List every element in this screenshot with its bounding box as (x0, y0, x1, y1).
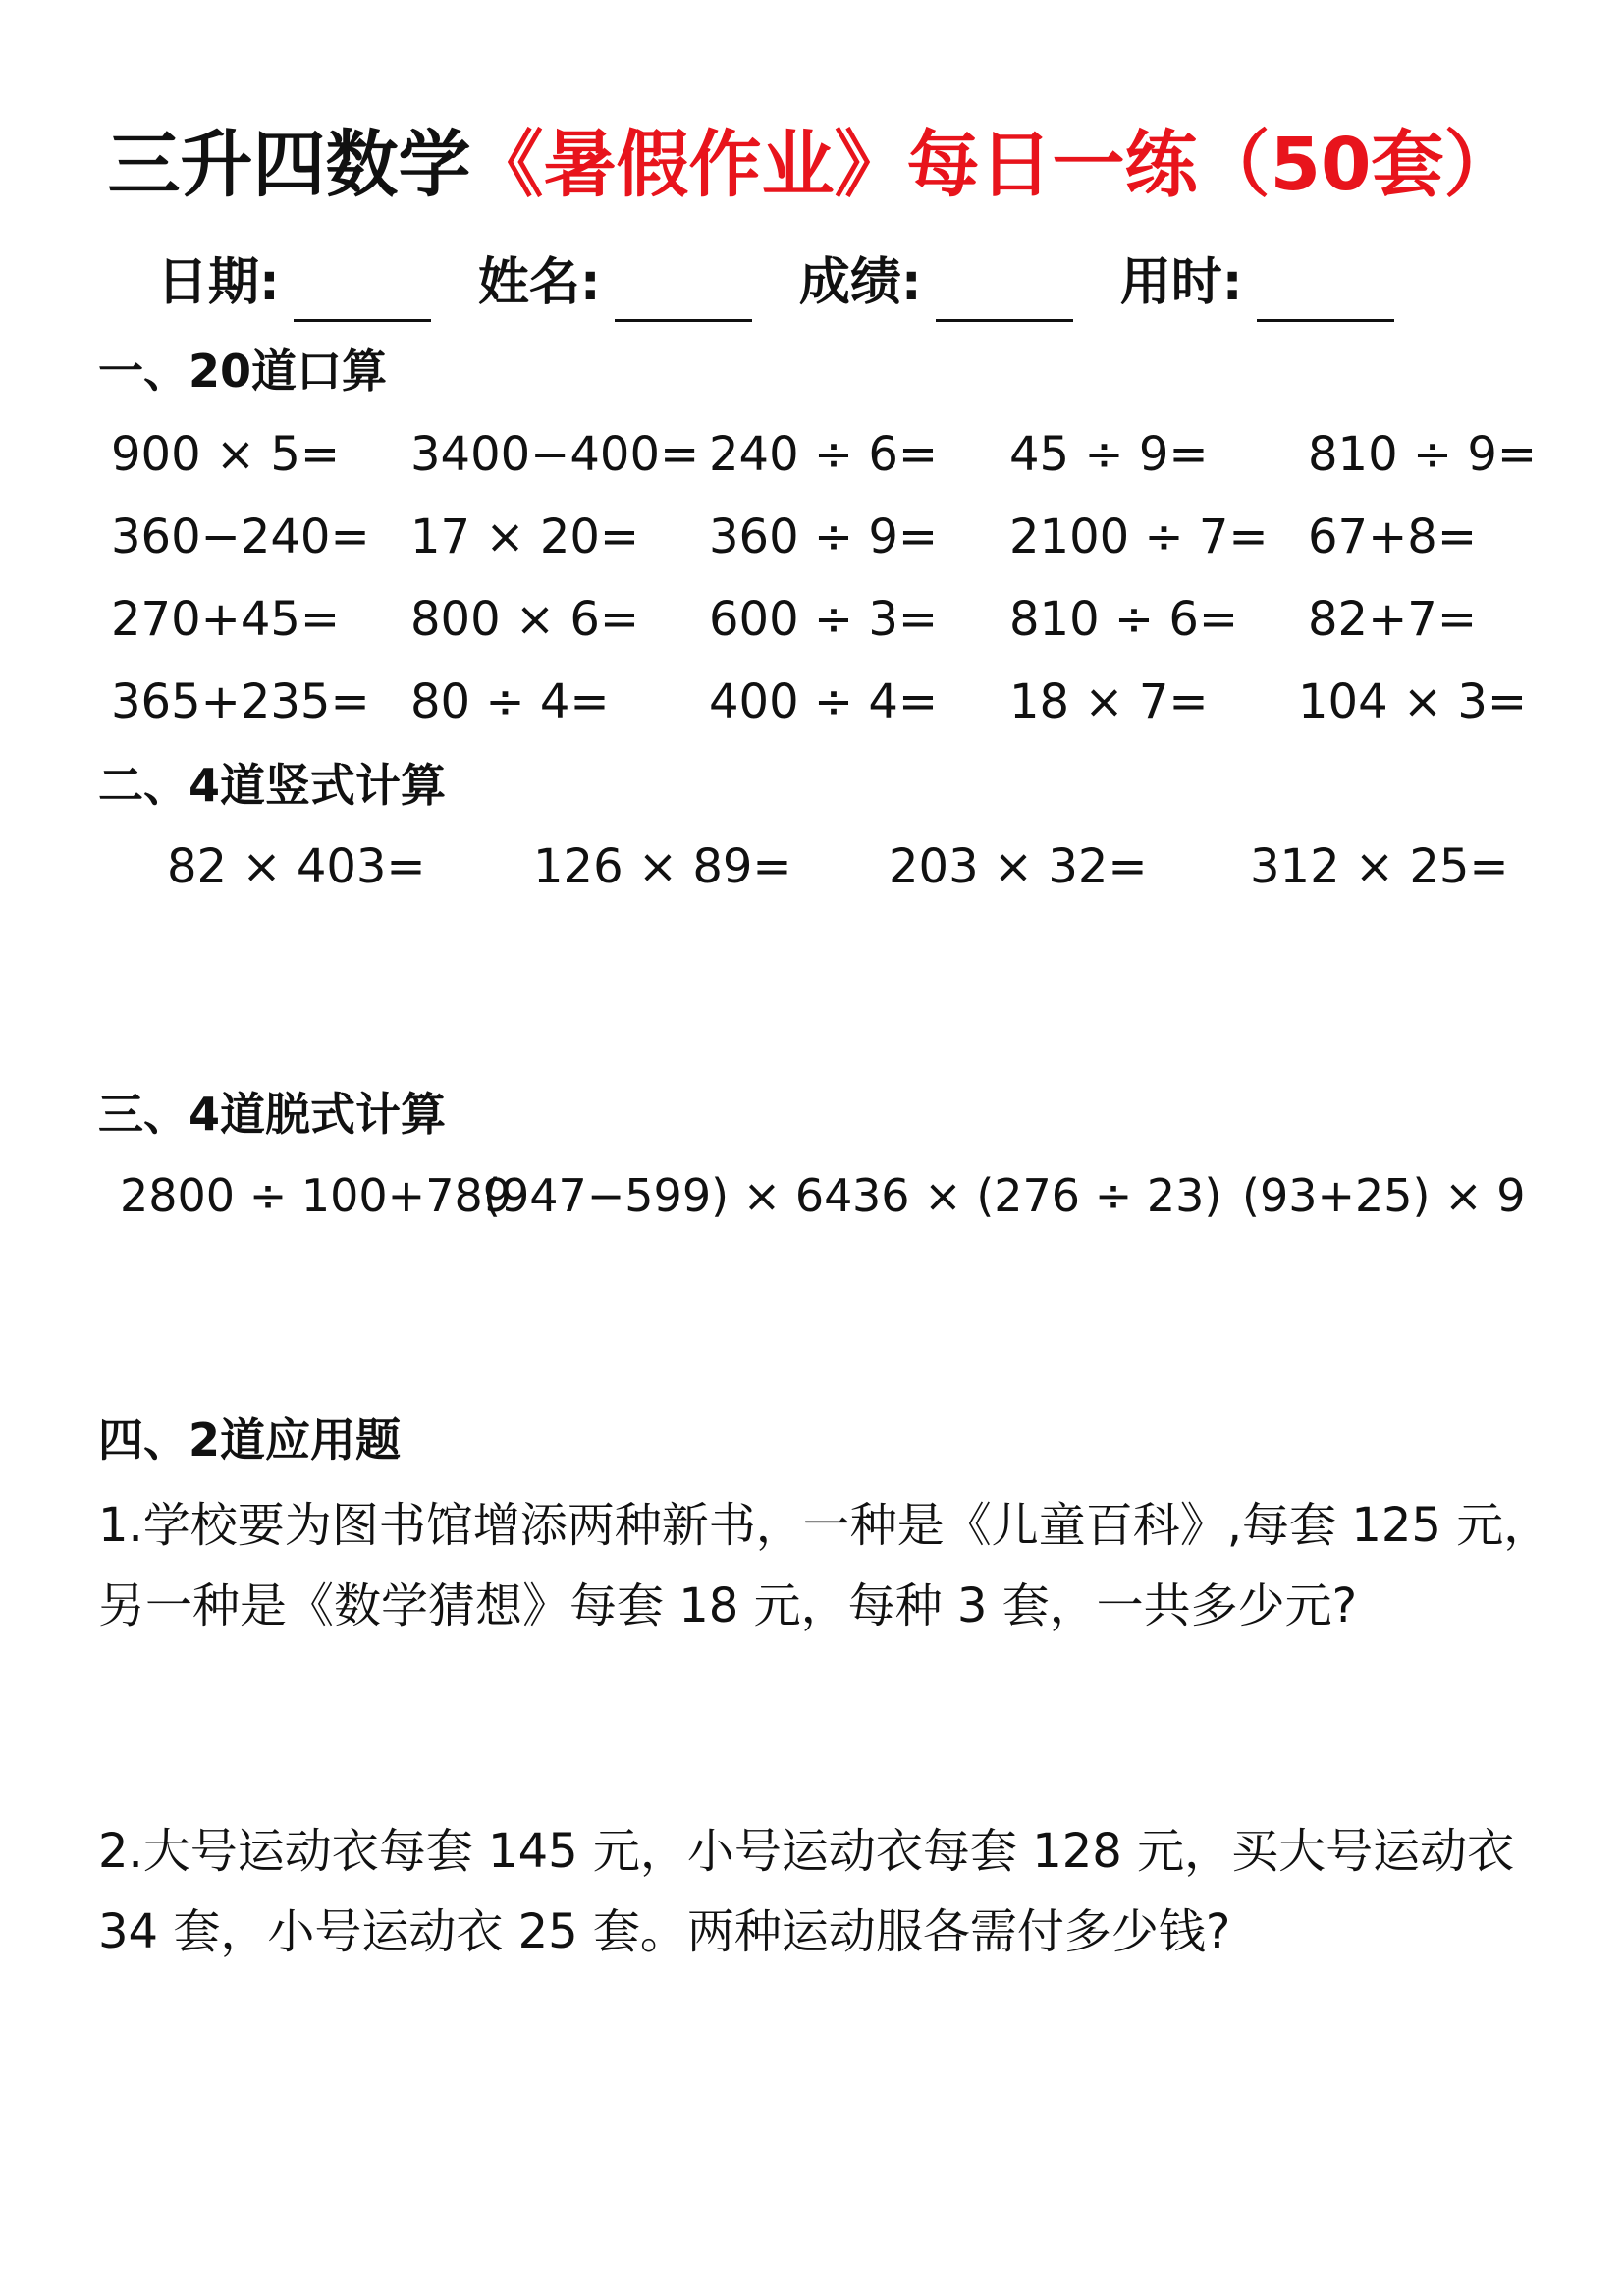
score-field (799, 243, 1073, 322)
mental-math-item: 17 × 20= (410, 509, 640, 564)
mental-math-item: 810 ÷ 9= (1308, 427, 1538, 482)
word-problem-line: 另一种是《数学猜想》每套 18 元，每种 3 套，一共多少元? (98, 1578, 1358, 1633)
mental-math-item: 900 × 5= (111, 427, 341, 482)
date-field (157, 243, 431, 322)
time-label: 用时: (1119, 253, 1243, 312)
word-problem (98, 1485, 1551, 1646)
stepwise-calc-item: 36 × (276 ÷ 23) (852, 1169, 1222, 1222)
info-line (157, 243, 1424, 322)
date-label: 日期: (157, 253, 280, 312)
mental-math-item: 18 × 7= (1009, 674, 1209, 729)
mental-math-item: 82+7= (1308, 592, 1478, 647)
mental-math-item: 270+45= (111, 592, 341, 647)
time-field (1120, 243, 1394, 322)
score-blank[interactable] (936, 262, 1073, 322)
vertical-calc-item: 126 × 89= (533, 839, 792, 894)
stepwise-calc-item: 2800 ÷ 100+789 (120, 1169, 512, 1222)
title-part1: 三升四数学 (107, 123, 471, 207)
mental-math-item: 800 × 6= (410, 592, 640, 647)
vertical-calc-item: 203 × 32= (889, 839, 1148, 894)
name-field (478, 243, 752, 322)
title-part3: 每日一练 (906, 123, 1198, 207)
mental-math-item: 3400−400= (410, 427, 700, 482)
mental-math-item: 45 ÷ 9= (1009, 427, 1209, 482)
stepwise-calc-item: (947−599) × 64 (483, 1169, 853, 1222)
section-heading-stepwise-calc: 三、4道脱式计算 (98, 1088, 447, 1141)
mental-math-item: 2100 ÷ 7= (1009, 509, 1269, 564)
stepwise-calc-item: (93+25) × 9 (1242, 1169, 1526, 1222)
section-heading-word-problems: 四、2道应用题 (98, 1414, 402, 1467)
mental-math-item: 360−240= (111, 509, 370, 564)
title-part4: （50套） (1197, 123, 1517, 207)
mental-math-item: 360 ÷ 9= (709, 509, 939, 564)
title-part2: 《暑假作业》 (470, 123, 907, 207)
word-problem-line: 2.大号运动衣每套 145 元，小号运动衣每套 128 元，买大号运动衣 (98, 1824, 1515, 1879)
mental-math-item: 240 ÷ 6= (709, 427, 939, 482)
time-blank[interactable] (1257, 262, 1394, 322)
word-problem (98, 1811, 1542, 1972)
vertical-calc-item: 312 × 25= (1250, 839, 1509, 894)
mental-math-item: 810 ÷ 6= (1009, 592, 1239, 647)
vertical-calc-item: 82 × 403= (167, 839, 426, 894)
mental-math-item: 104 × 3= (1298, 674, 1528, 729)
score-label: 成绩: (798, 253, 922, 312)
name-label: 姓名: (477, 253, 601, 312)
date-blank[interactable] (294, 262, 431, 322)
mental-math-item: 365+235= (111, 674, 370, 729)
section-heading-vertical-calc: 二、4道竖式计算 (98, 759, 447, 812)
mental-math-item: 80 ÷ 4= (410, 674, 610, 729)
mental-math-item: 600 ÷ 3= (709, 592, 939, 647)
name-blank[interactable] (615, 262, 752, 322)
word-problem-line: 34 套，小号运动衣 25 套。两种运动服各需付多少钱? (98, 1904, 1231, 1959)
mental-math-item: 67+8= (1308, 509, 1478, 564)
mental-math-item: 400 ÷ 4= (709, 674, 939, 729)
page-title (0, 116, 1624, 214)
word-problem-line: 1.学校要为图书馆增添两种新书，一种是《儿童百科》,每套 125 元， (98, 1498, 1551, 1553)
section-heading-mental-math: 一、20道口算 (98, 345, 388, 398)
